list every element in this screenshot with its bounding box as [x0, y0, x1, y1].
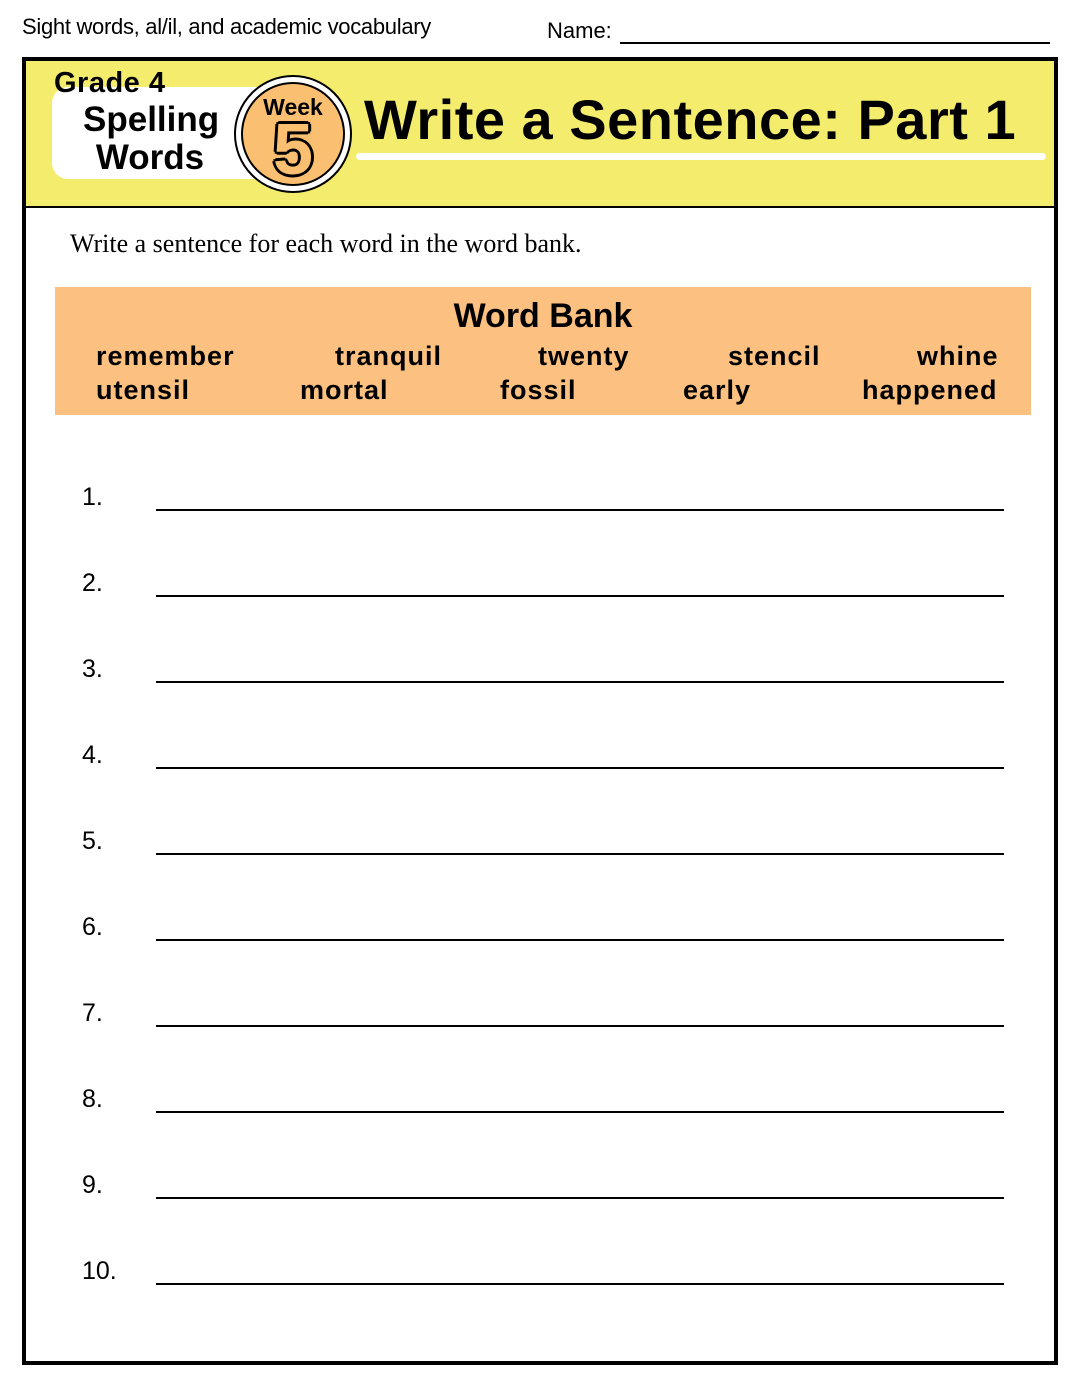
line-number: 3. [82, 655, 103, 683]
week-label: Week [263, 94, 323, 120]
sentence-line [26, 1257, 1054, 1297]
line-number: 10. [82, 1257, 117, 1285]
name-field [547, 18, 1050, 44]
sentence-line [26, 913, 1054, 953]
word-bank-word: twenty [538, 341, 630, 371]
week-number: 5 [272, 110, 314, 190]
header-banner [26, 61, 1054, 208]
writing-line[interactable] [156, 767, 1004, 769]
line-number: 4. [82, 741, 103, 769]
page-title: Write a Sentence: Part 1 [364, 88, 1017, 151]
line-number: 8. [82, 1085, 103, 1113]
sentence-line [26, 483, 1054, 523]
word-bank-word: remember [96, 341, 235, 371]
line-number: 2. [82, 569, 103, 597]
word-bank-word: early [683, 375, 752, 405]
grade-label: Grade 4 [54, 67, 166, 99]
name-label: Name: [547, 18, 612, 43]
sentence-line [26, 1085, 1054, 1125]
line-number: 1. [82, 483, 103, 511]
instructions: Write a sentence for each word in the word bank. [70, 229, 582, 258]
line-number: 9. [82, 1171, 103, 1199]
spelling-words-label [83, 100, 220, 177]
week-badge-inner [241, 82, 345, 190]
writing-line[interactable] [156, 1025, 1004, 1027]
word-bank-word: utensil [96, 375, 191, 405]
spelling-line-2: Words [95, 138, 205, 177]
title-underline [356, 153, 1046, 160]
word-bank-word: tranquil [335, 341, 442, 371]
writing-line[interactable] [156, 1111, 1004, 1113]
writing-line[interactable] [156, 939, 1004, 941]
line-number: 7. [82, 999, 103, 1027]
sentence-line [26, 1171, 1054, 1211]
sentence-line [26, 569, 1054, 609]
sentence-line [26, 827, 1054, 867]
writing-line[interactable] [156, 1197, 1004, 1199]
word-bank-word: whine [917, 341, 999, 371]
writing-line[interactable] [156, 853, 1004, 855]
word-bank-word: fossil [500, 375, 577, 405]
word-bank [55, 287, 1031, 415]
name-line[interactable] [620, 18, 1050, 44]
spelling-line-1: Spelling [83, 100, 220, 139]
writing-line[interactable] [156, 681, 1004, 683]
writing-line[interactable] [156, 1283, 1004, 1285]
word-bank-title: Word Bank [453, 297, 633, 335]
word-bank-word: happened [862, 375, 998, 405]
sentence-line [26, 741, 1054, 781]
word-bank-word: stencil [728, 341, 821, 371]
week-badge [234, 75, 352, 193]
line-number: 6. [82, 913, 103, 941]
writing-line[interactable] [156, 509, 1004, 511]
writing-line[interactable] [156, 595, 1004, 597]
line-number: 5. [82, 827, 103, 855]
worksheet-frame [22, 57, 1058, 1365]
sentence-line [26, 999, 1054, 1039]
word-bank-word: mortal [300, 375, 389, 405]
worksheet-subtitle: Sight words, al/il, and academic vocabulary [22, 14, 431, 39]
sentence-line [26, 655, 1054, 695]
